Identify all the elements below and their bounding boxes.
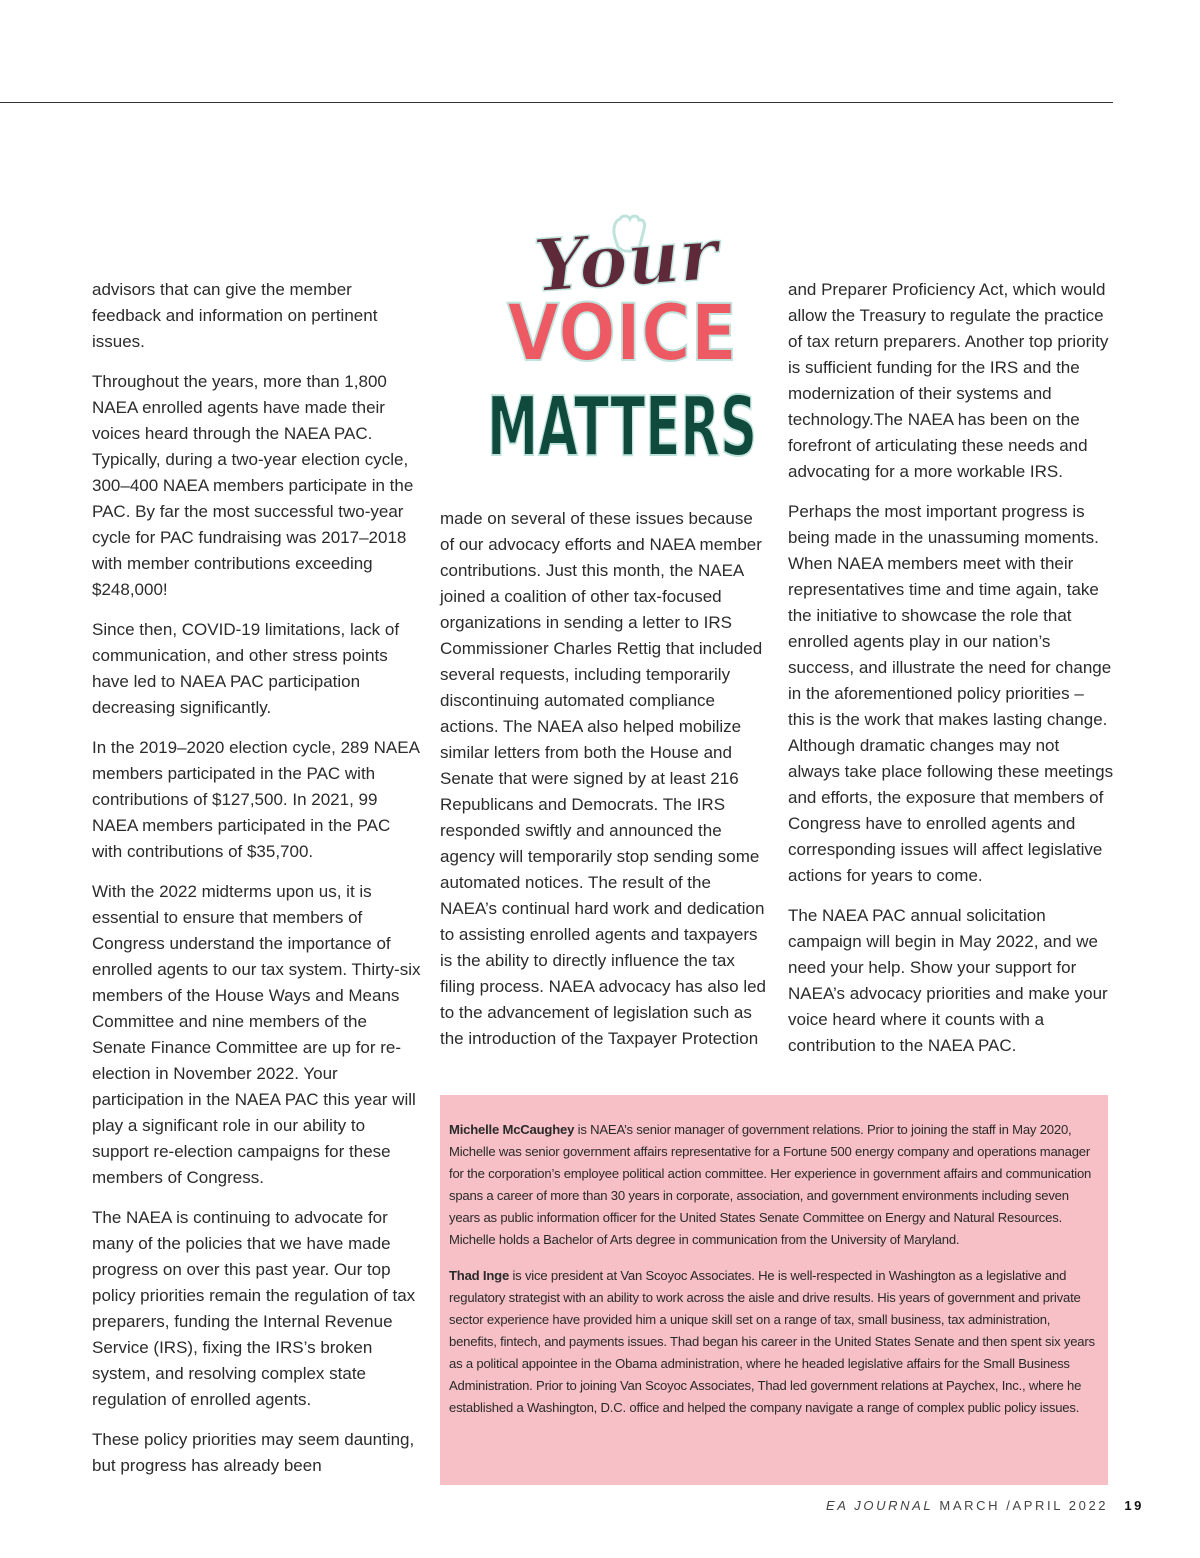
paragraph: The NAEA is continuing to advocate for many of the policies that we have made progress on over this past year. Our top policy priorities remain the regulation of tax preparers, funding the Internal Revenue Service (IRS), fixing the IRS’s broken system, and resolving complex state regulation of enrolled agents. [92, 1208, 416, 1409]
author-name: Thad Inge [449, 1268, 510, 1283]
artwork-line-3: MATTERS [487, 380, 757, 475]
paragraph: Perhaps the most important progress is being made in the unassuming moments. When NAEA members meet with their representatives time and time again, take the initiative to showcase the role that enrolled agents play in our nation’s success, and illustrate the need for change in the aforementioned policy priorities – this is the work that makes lasting change. Although dramatic changes may not always take place following these meetings and efforts, the exposure that members of Congress have to enrolled agents and corresponding issues will affect legislative actions for years to come. [788, 502, 1114, 885]
author-name: Michelle McCaughey [449, 1122, 575, 1137]
paragraph: Throughout the years, more than 1,800 NAEA enrolled agents have made their voices heard through the NAEA PAC. Typically, during a two-year election cycle, 300–400 NAEA members participate in the PAC. By far the most successful two-year cycle for PAC fundraising was 2017–2018 with member contributions exceeding $248,000! [92, 372, 414, 599]
author-bio [449, 1265, 1096, 1419]
paragraph: With the 2022 midterms upon us, it is essential to ensure that members of Congress understand the importance of enrolled agents to our tax system. Thirty-six members of the House Ways and Means Committee and nine members of the Senate Finance Committee are up for re-election in November 2022. Your participation in the NAEA PAC this year will play a significant role in our ability to support re-election campaigns for these members of Congress. [92, 882, 421, 1187]
paragraph: The NAEA PAC annual solicitation campaign will begin in May 2022, and we need your help. Show your support for NAEA’s advocacy priorities and make your voice heard where it counts with a contribution to the NAEA PAC. [788, 906, 1108, 1055]
issue-date: MARCH /APRIL 2022 [939, 1498, 1109, 1513]
article-column-1 [92, 277, 422, 1493]
author-bio-text: is vice president at Van Scoyoc Associates. He is well-respected in Washington as a legislative and regulatory strategist with an ability to work across the aisle and drive results. His years of government and private sector experience have provided him a unique skill set on a range of tax, small business, tax administration, benefits, fintech, and payments issues. Thad began his career in the United States Senate and then spent six years as a political appointee in the Obama administration, where he headed legislative affairs for the Small Business Administration. Prior to joining Van Scoyoc Associates, Thad led government relations at Paychex, Inc., where he established a Washington, D.C. office and helped the company navigate a range of complex public policy issues. [449, 1268, 1095, 1415]
paragraph: These policy priorities may seem daunting, but progress has already been [92, 1430, 415, 1475]
your-voice-matters-artwork [476, 205, 766, 475]
author-bio-text: is NAEA’s senior manager of government relations. Prior to joining the staff in May 2020, Michelle was senior government affairs representative for a Fortune 500 energy company and operations manager for the corporation’s employee political action committee. Her experience in government affairs and communication spans a career of more than 30 years in corporate, association, and government environments including seven years as public information officer for the United States Senate Committee on Energy and Natural Resources. Michelle holds a Bachelor of Arts degree in communication from the University of Maryland. [449, 1122, 1092, 1247]
author-bios-box [440, 1095, 1108, 1485]
artwork-line-2: VOICE [507, 289, 737, 379]
page-number: 19 [1124, 1498, 1144, 1513]
journal-name: EA JOURNAL [826, 1498, 934, 1513]
paragraph: In the 2019–2020 election cycle, 289 NAEA members participated in the PAC with contributions of $127,500. In 2021, 99 NAEA members participated in the PAC with contributions of $35,700. [92, 738, 420, 861]
artwork-line-1: Your [531, 210, 721, 309]
header-rule [0, 102, 1113, 103]
article-column-2 [440, 506, 770, 1066]
author-bio [449, 1119, 1096, 1251]
paragraph: Since then, COVID-19 limitations, lack of communication, and other stress points have led to NAEA PAC participation decreasing significantly. [92, 620, 400, 717]
page-footer [826, 1498, 1144, 1513]
paragraph: and Preparer Proficiency Act, which would allow the Treasury to regulate the practice of tax return preparers. Another top priority is sufficient funding for the IRS and the modernization of their systems and technology.The NAEA has been on the forefront of articulating these needs and advocating for a more workable IRS. [788, 280, 1109, 481]
article-column-3 [788, 277, 1114, 1073]
paragraph: made on several of these issues because of our advocacy efforts and NAEA member contributions. Just this month, the NAEA joined a coalition of other tax-focused organizations in sending a letter to IRS Commissioner Charles Rettig that included several requests, including temporarily discontinuing automated compliance actions. The NAEA also helped mobilize similar letters from both the House and Senate that were signed by at least 216 Republicans and Democrats. The IRS responded swiftly and announced the agency will temporarily stop sending some automated notices. The result of the NAEA’s continual hard work and dedication to assisting enrolled agents and taxpayers is the ability to directly influence the tax filing process. NAEA advocacy has also led to the advancement of legislation such as the introduction of the Taxpayer Protection [440, 509, 767, 1048]
paragraph: advisors that can give the member feedback and information on pertinent issues. [92, 280, 378, 351]
